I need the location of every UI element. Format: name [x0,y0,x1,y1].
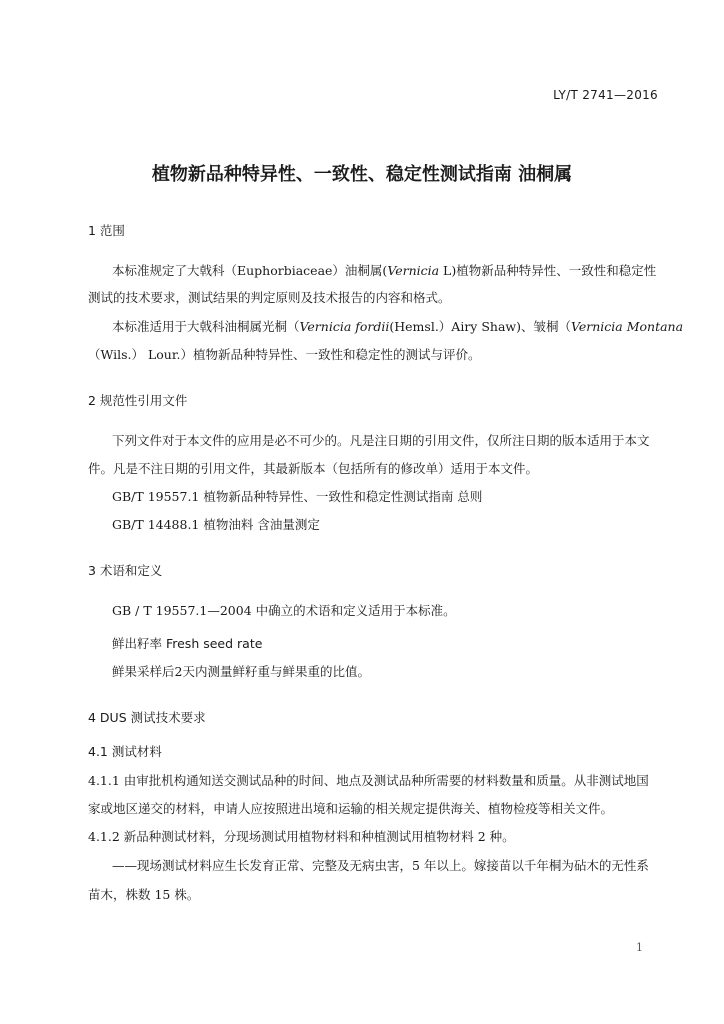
section-2-para-line-1: 下列文件对于本文件的应用是必不可少的。凡是注日期的引用文件，仅所注日期的版本适用于本文 [112,433,650,448]
italic-run: Vernicia fordii [299,319,390,334]
text-run: 本标准规定了大戟科（Euphorbiaceae）油桐属( [112,263,388,278]
section-2-heading: 2 规范性引用文件 [88,393,188,408]
italic-run: Vernicia Montana [570,319,684,334]
text-run: (Hemsl.）Airy Shaw)、皱桐（ [389,319,571,334]
dash-item-line-2: 苗木，株数 15 株。 [88,887,200,902]
subsection-4-1-heading: 4.1 测试材料 [88,744,162,759]
text-run: 本标准适用于大戟科油桐属光桐（ [112,319,300,334]
standard-number: LY/T 2741—2016 [553,88,658,102]
section-4-heading: 4 DUS 测试技术要求 [88,710,206,725]
reference-2: GB/T 14488.1 植物油料 含油量测定 [112,517,320,532]
term-heading: 鲜出籽率 Fresh seed rate [112,636,263,651]
clause-4-1-1-line-1: 4.1.1 由审批机构通知送交测试品种的时间、地点及测试品种所需要的材料数量和质量。从非测试地国 [88,773,649,788]
section-1-para-2-line-2: （Wils.） Lour.）植物新品种特异性、一致性和稳定性的测试与评价。 [88,347,481,362]
section-3-heading: 3 术语和定义 [88,563,163,578]
document-title: 植物新品种特异性、一致性、稳定性测试指南 油桐属 [151,164,573,185]
term-definition: 鲜果采样后2天内测量鲜籽重与鲜果重的比值。 [112,664,370,679]
section-3-para: GB / T 19557.1—2004 中确立的术语和定义适用于本标准。 [112,603,456,618]
reference-1: GB/T 19557.1 植物新品种特异性、一致性和稳定性测试指南 总则 [112,489,483,504]
section-1-para-1-line-2: 测试的技术要求，测试结果的判定原则及技术报告的内容和格式。 [88,290,451,305]
section-2-para-line-2: 件。凡是不注日期的引用文件，其最新版本（包括所有的修改单）适用于本文件。 [88,461,539,476]
dash-item-line-1: ——现场测试材料应生长发育正常、完整及无病虫害，5 年以上。嫁接苗以千年桐为砧木的无性系 [112,858,649,873]
text-run: L)植物新品种特异性、一致性和稳定性 [439,263,657,278]
section-1-para-1-line-1 [112,264,656,278]
section-1-para-2-line-1 [112,320,683,334]
section-1-heading: 1 范围 [88,223,125,238]
page-number: 1 [636,941,643,954]
clause-4-1-1-line-2: 家或地区递交的材料，申请人应按照进出境和运输的相关规定提供海关、植物检疫等相关文件。 [88,801,614,816]
clause-4-1-2: 4.1.2 新品种测试材料，分现场测试用植物材料和种植测试用植物材料 2 种。 [88,829,515,844]
italic-run: Vernicia [387,263,440,278]
